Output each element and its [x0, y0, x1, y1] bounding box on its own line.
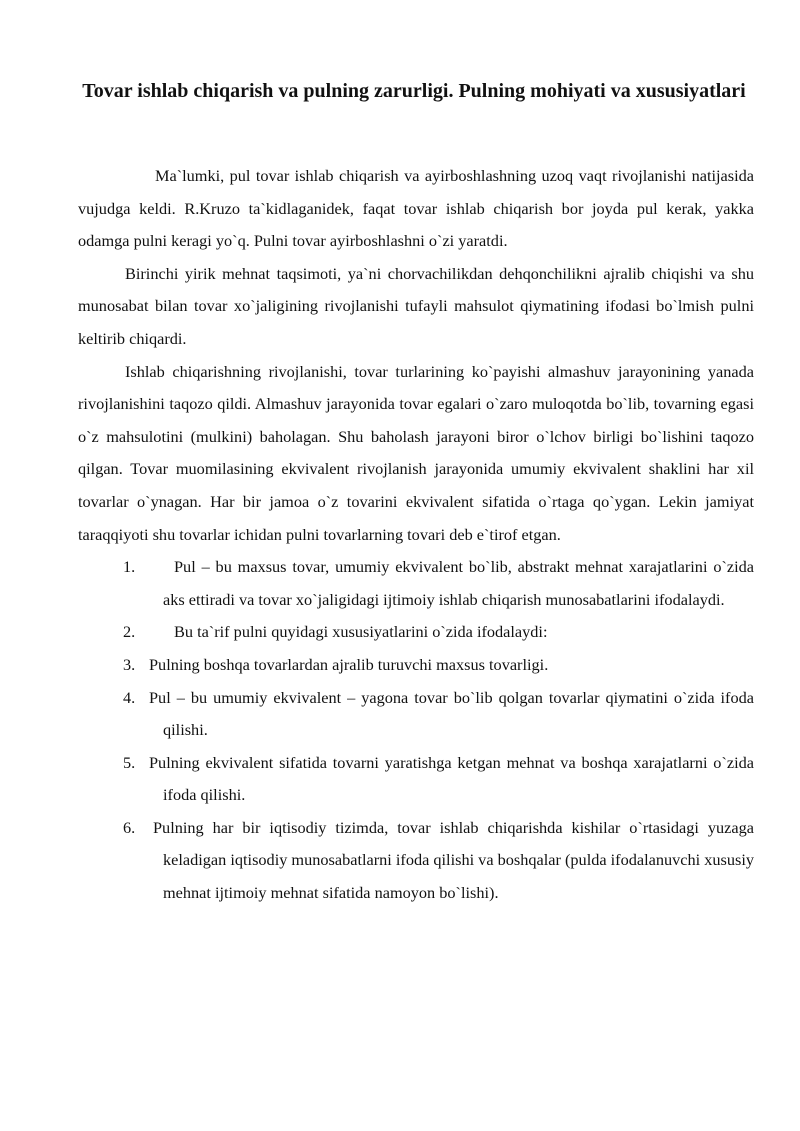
list-item-text: Pulning ekvivalent sifatida tovarni yaratishga ketgan mehnat va boshqa xarajatlarni o`zida ifoda qilishi. [149, 752, 754, 805]
list-item-text: Pul – bu umumiy ekvivalent – yagona tovar bo`lib qolgan tovarlar qiymatini o`zida ifoda qilishi. [149, 687, 754, 740]
list-item-text: Pulning har bir iqtisodiy tizimda, tovar ishlab chiqarishda kishilar o`rtasidagi yuzaga keladigan iqtisodiy munosabatlarni ifoda qilishi va boshqalar (pulda ifodalanuvchi xususiy mehnat ijtimoiy mehnat sifatida namoyon bo`lishi). [153, 817, 754, 903]
list-item: 3. Pulning boshqa tovarlardan ajralib turuvchi maxsus tovarligi. [123, 654, 549, 674]
list-item: 1. Pul – bu maxsus tovar, umumiy ekvivalent bo`lib, abstrakt mehnat xarajatlarini o`zida aks ettiradi va tovar xo`jaligidagi ijtimoiy ishlab chiqarish munosabatlarini ifodalaydi. [123, 557, 754, 609]
numbered-list [78, 551, 754, 910]
document-title: Tovar ishlab chiqarish va pulning zarurligi. Pulning mohiyati va xususiyatlari [82, 80, 746, 102]
list-item: 2. Bu ta`rif pulni quyidagi xususiyatlarini o`zida ifodalaydi: [123, 622, 548, 642]
paragraph-1: Ma`lumki, pul tovar ishlab chiqarish va ayirboshlashning uzoq vaqt rivojlanishi natijasida vujudga keldi. R.Kruzo ta`kidlaganidek, faqat tovar ishlab chiqarish bor joyda pul kerak, yakka odamga pulni keragi yo`q. Pulni tovar ayirboshlashni o`zi yaratdi. [78, 166, 754, 251]
paragraph-2: Birinchi yirik mehnat taqsimoti, ya`ni chorvachilikdan dehqonchilikni ajralib chiqishi va shu munosabat bilan tovar xo`jaligining rivojlanishi tufayli mahsulot qiymatining ifodasi bo`lmish pulni keltirib chiqardi. [78, 263, 754, 348]
document-body [78, 160, 754, 910]
paragraph-3: Ishlab chiqarishning rivojlanishi, tovar turlarining ko`payishi almashuv jarayonining yanada rivojlanishini taqozo qildi. Almashuv jarayonida tovar egalari o`zaro muloqotda bo`lib, tovarning egasi o`z mahsulotini (mulkini) baholagan. Shu baholash jarayoni biror o`lchov birligi bo`lishini taqozo qilgan. Tovar muomilasining ekvivalent rivojlanish jarayonida umumiy ekvivalent shaklini har xil tovarlar o`ynagan. Har bir jamoa o`z tovarini ekvivalent sifatida o`rtaga qo`ygan. Lekin jamiyat taraqqiyoti shu tovarlar ichidan pulni tovarlarning tovari deb e`tirof etgan. [78, 361, 754, 544]
list-item-text: Bu ta`rif pulni quyidagi xususiyatlarini o`zida ifodalaydi: [174, 622, 548, 642]
list-item: 4. Pul – bu umumiy ekvivalent – yagona tovar bo`lib qolgan tovarlar qiymatini o`zida ifoda qilishi. [123, 687, 754, 740]
list-item: 6. Pulning har bir iqtisodiy tizimda, tovar ishlab chiqarishda kishilar o`rtasidagi yuzaga keladigan iqtisodiy munosabatlarni ifoda qilishi va boshqalar (pulda ifodalanuvchi xususiy mehnat ijtimoiy mehnat sifatida namoyon bo`lishi). [123, 817, 754, 903]
list-item: 5. Pulning ekvivalent sifatida tovarni yaratishga ketgan mehnat va boshqa xarajatlarni o`zida ifoda qilishi. [123, 752, 754, 805]
list-item-text: Pulning boshqa tovarlardan ajralib turuvchi maxsus tovarligi. [149, 654, 549, 674]
list-item-text: Pul – bu maxsus tovar, umumiy ekvivalent bo`lib, abstrakt mehnat xarajatlarini o`zida aks ettiradi va tovar xo`jaligidagi ijtimoiy ishlab chiqarish munosabatlarini ifodalaydi. [163, 557, 754, 609]
